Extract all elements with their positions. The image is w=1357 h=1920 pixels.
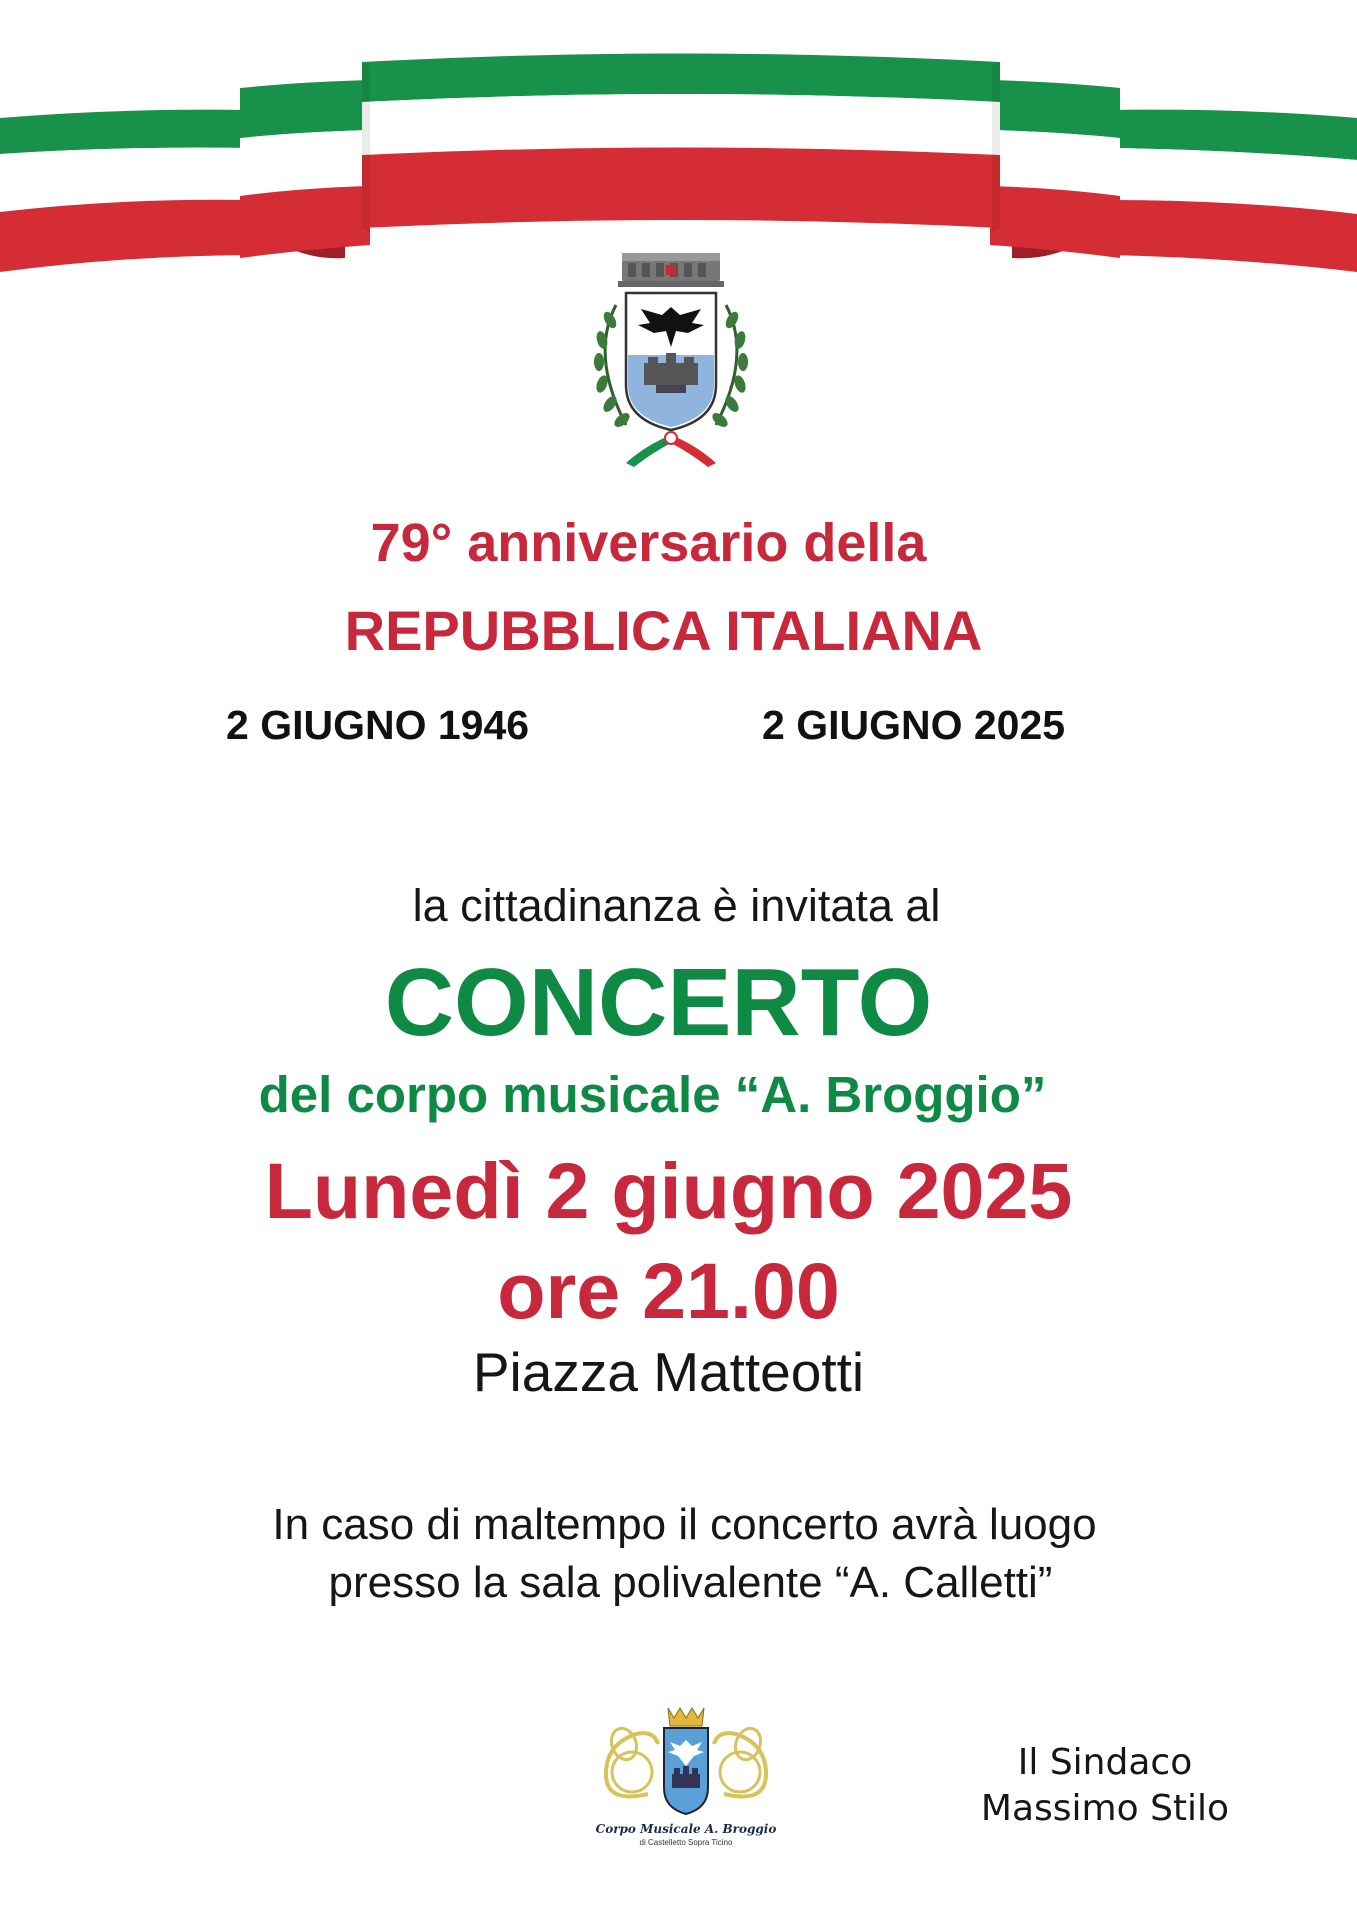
ribbon-left-middle [240, 80, 370, 258]
mayor-signature [960, 1740, 1250, 1832]
event-place: Piazza Matteotti [472, 1341, 865, 1403]
weather-notice-line2: presso la sala polivalente “A. Calletti” [328, 1558, 1053, 1607]
event-date: Lunedì 2 giugno 2025 [264, 1146, 1073, 1235]
ribbon-right-middle [990, 80, 1120, 258]
shield-icon [626, 293, 716, 430]
band-logo-name: Corpo Musicale A. Broggio [595, 1822, 777, 1836]
band-crown-icon [668, 1708, 704, 1726]
invite-intro: la cittadinanza è invitata al [412, 880, 941, 931]
horn-right-icon [714, 1725, 766, 1797]
date-1946: 2 GIUGNO 1946 [226, 702, 530, 748]
band-subtitle: del corpo musicale “A. Broggio” [258, 1066, 1047, 1123]
date-2025: 2 GIUGNO 2025 [762, 702, 1066, 748]
anniversary-line: 79° anniversario della [370, 513, 927, 573]
event-time: ore 21.00 [497, 1246, 840, 1335]
ribbon-right-outer [1110, 110, 1357, 272]
weather-notice-line1: In caso di maltempo il concerto avrà luogo [272, 1500, 1097, 1549]
band-logo-place: di Castelletto Sopra Ticino [639, 1838, 733, 1847]
ribbon-center [362, 54, 1000, 229]
republic-title: REPUBBLICA ITALIANA [344, 599, 983, 662]
tricolor-bow-icon [626, 432, 716, 467]
crown-icon [618, 253, 724, 287]
band-logo-icon [596, 1704, 776, 1834]
tricolor-ribbon [0, 0, 1357, 280]
municipal-crest-icon [586, 245, 756, 470]
band-shield-icon [664, 1728, 708, 1814]
concert-title: CONCERTO [384, 949, 933, 1056]
ribbon-left-outer [0, 110, 250, 272]
mayor-name: Massimo Stilo [980, 1788, 1230, 1829]
mayor-role: Il Sindaco [1017, 1742, 1193, 1783]
horn-left-icon [606, 1725, 658, 1797]
